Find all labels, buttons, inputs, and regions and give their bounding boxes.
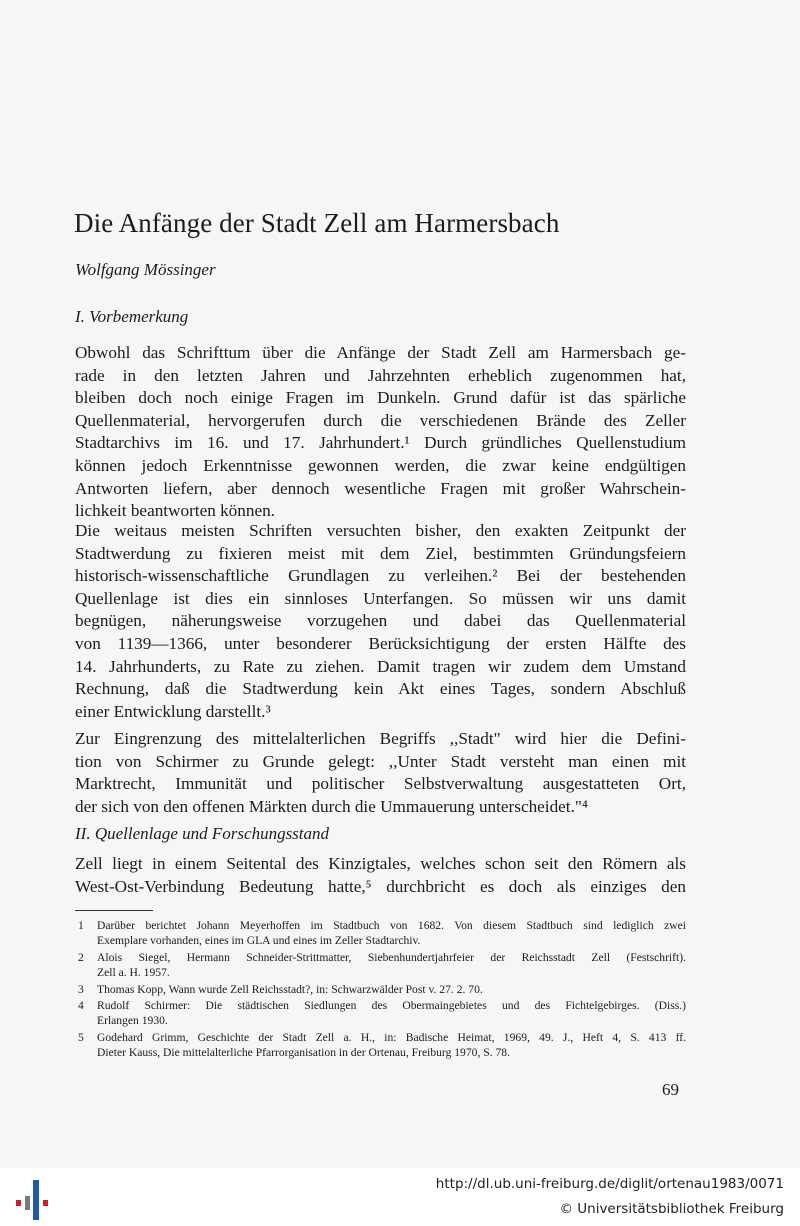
paragraph-3 <box>75 728 686 818</box>
text-line: 14. Jahrhunderts, zu Rate zu ziehen. Damit tragen wir zudem dem Umstand <box>75 656 686 676</box>
text-line: Quellenmaterial, hervorgerufen durch die verschiedenen Brände des Zeller <box>75 410 686 430</box>
paragraph-2 <box>75 520 686 723</box>
logo-bar-red <box>43 1200 48 1206</box>
text-line: rade in den letzten Jahren und Jahrzehnten erheblich zugenommen hat, <box>75 365 686 385</box>
text-line: West-Ost-Verbindung Bedeutung hatte,⁵ durchbricht es doch als einziges den <box>75 876 686 896</box>
text-line: von 1139—1366, unter besonderer Berücksichtigung der ersten Hälfte des <box>75 633 686 653</box>
footer-copyright: © Universitätsbibliothek Freiburg <box>559 1201 784 1217</box>
text-line: lichkeit beantworten können. <box>75 501 275 521</box>
logo-bar-gray <box>25 1196 30 1210</box>
paragraph-4 <box>75 853 686 898</box>
footnote-line: Zell a. H. 1957. <box>97 966 170 980</box>
article-title: Die Anfänge der Stadt Zell am Harmersbach <box>74 208 560 238</box>
section-heading-vorbemerkung: I. Vorbemerkung <box>75 307 189 326</box>
text-line: Rechnung, daß die Stadtwerdung kein Akt eines Tages, sondern Abschluß <box>75 679 686 699</box>
section-heading-quellenlage: II. Quellenlage und Forschungsstand <box>75 824 330 843</box>
footnote-2 <box>75 950 686 981</box>
footnote-line: Erlangen 1930. <box>97 1014 168 1028</box>
footnote-line: Exemplare vorhanden, eines im GLA und eines im Zeller Stadtarchiv. <box>97 934 421 948</box>
paragraph-1 <box>75 342 686 523</box>
footnote-number: 2 <box>78 950 84 964</box>
footnote-5 <box>75 1030 686 1061</box>
text-line: Stadtarchivs im 16. und 17. Jahrhundert.¹ Durch gründliches Quellenstudium <box>75 433 686 453</box>
footnote-line: Dieter Kauss, Die mittelalterliche Pfarrorganisation in der Ortenau, Freiburg 1970, S. 78. <box>97 1046 510 1060</box>
text-line: einer Entwicklung darstellt.³ <box>75 701 271 721</box>
footnote-1 <box>75 918 686 949</box>
footnote-number: 4 <box>78 999 84 1013</box>
footnote-3 <box>75 982 686 997</box>
footer-url-link[interactable]: http://dl.ub.uni-freiburg.de/diglit/ortenau1983/0071 <box>435 1176 784 1192</box>
text-line: historisch-wissenschaftliche Grundlagen zu verleihen.² Bei der bestehenden <box>75 566 686 586</box>
text-line: können jedoch Erkenntnisse gewonnen werden, die zwar keine endgültigen <box>75 455 686 475</box>
text-line: Stadtwerdung zu fixieren meist mit dem Ziel, bestimmten Gründungsfeiern <box>75 543 686 563</box>
footnote-line: Darüber berichtet Johann Meyerhoffen im Stadtbuch von 1682. Von diesem Stadtbuch sind lediglich zwei <box>97 919 686 932</box>
footnote-line: Rudolf Schirmer: Die städtischen Siedlungen des Obermaingebietes und des Fichtelgebirges. (Diss.) <box>97 999 686 1013</box>
article-author: Wolfgang Mössinger <box>75 260 216 279</box>
text-line: Quellenlage ist dies ein sinnloses Unterfangen. So müssen wir uns damit <box>75 588 686 608</box>
text-line: Die weitaus meisten Schriften versuchten bisher, den exakten Zeitpunkt der <box>75 521 686 540</box>
footnote-number: 5 <box>78 1030 84 1044</box>
logo-bar-left <box>16 1200 21 1206</box>
text-line: der sich von den offenen Märkten durch die Ummauerung unterscheidet."⁴ <box>75 796 588 816</box>
footnote-number: 3 <box>78 982 84 996</box>
footnote-divider <box>75 910 153 911</box>
footnote-line: Alois Siegel, Hermann Schneider-Strittmatter, Siebenhundertjahrfeier der Reichsstadt Zell (Festschrift). <box>97 950 686 964</box>
text-line: bleiben doch noch einige Fragen im Dunkeln. Grund dafür ist das spärliche <box>75 388 686 408</box>
footnotes <box>75 918 686 1062</box>
footnote-number: 1 <box>78 919 84 932</box>
text-line: Zur Eingrenzung des mittelalterlichen Begriffs ,,Stadt" wird hier die Defini- <box>75 729 686 748</box>
text-line: Marktrecht, Immunität und politischer Selbstverwaltung ausgestatteten Ort, <box>75 774 686 794</box>
text-line: begnügen, näherungsweise vorzugehen und dabei das Quellenmaterial <box>75 611 686 631</box>
text-line: Antworten liefern, aber dennoch wesentliche Fragen mit großer Wahrschein- <box>75 478 686 498</box>
text-line: Zell liegt in einem Seitental des Kinzigtales, welches schon seit den Römern als <box>75 854 686 873</box>
library-logo-icon <box>14 1178 54 1222</box>
footnote-line: Thomas Kopp, Wann wurde Zell Reichsstadt?, in: Schwarzwälder Post v. 27. 2. 70. <box>97 982 483 996</box>
text-line: tion von Schirmer zu Grunde gelegt: ,,Unter Stadt versteht man einen mit <box>75 751 686 771</box>
logo-bar-blue <box>33 1180 39 1220</box>
text-line: Obwohl das Schrifttum über die Anfänge der Stadt Zell am Harmersbach ge- <box>75 343 686 362</box>
footnote-4 <box>75 998 686 1029</box>
footnote-line: Godehard Grimm, Geschichte der Stadt Zell a. H., in: Badische Heimat, 1969, 49. J., Heft 4, S. 413 ff. <box>97 1030 686 1044</box>
page-number: 69 <box>662 1080 679 1099</box>
